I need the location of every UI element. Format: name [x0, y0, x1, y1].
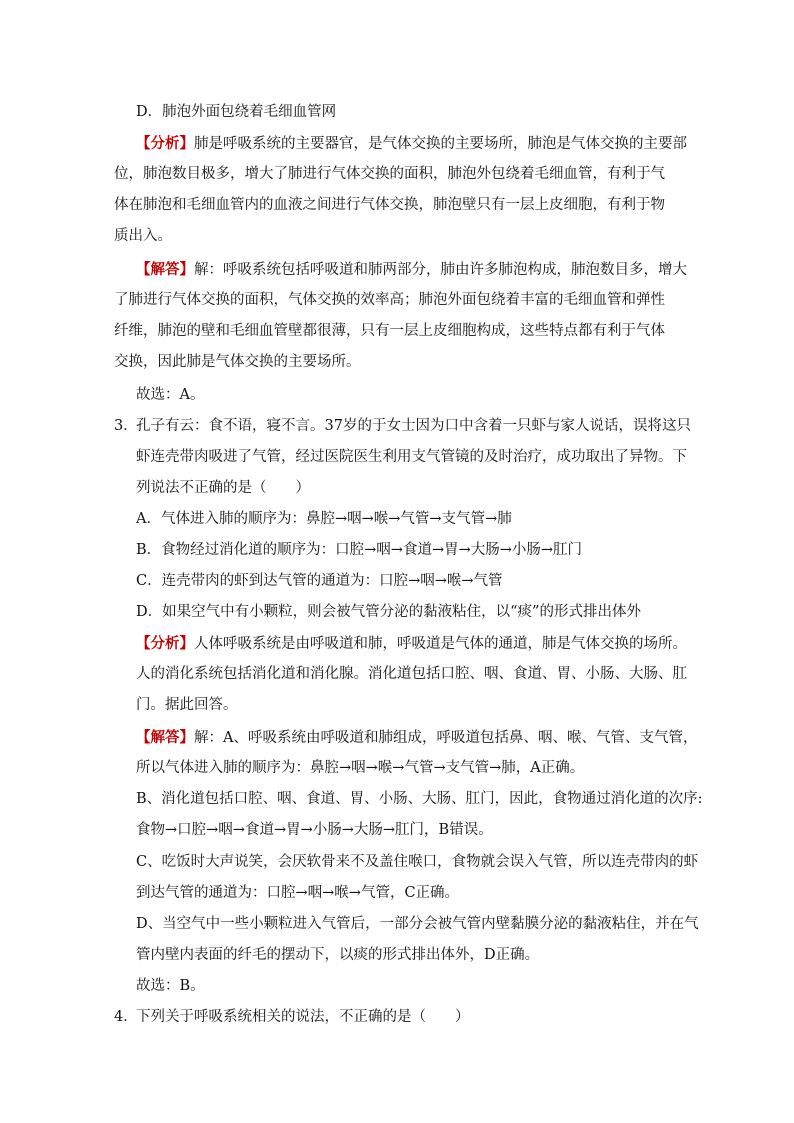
- q3-option-a: A．气体进入肺的顺序为：鼻腔→咽→喉→气管→支气管→肺: [136, 511, 512, 527]
- q2-analysis-line-4: 质出入。: [114, 228, 172, 244]
- q3-option-d: D．如果空气中有小颗粒，则会被气管分泌的黏液粘住，以“痰”的形式排出体外: [136, 604, 641, 620]
- q3-stem-line-2: 虾连壳带肉吸进了气管，经过医院医生利用支气管镜的及时治疗，成功取出了异物。下: [136, 449, 687, 465]
- q3-answer-line-8: 管内壁内表面的纤毛的摆动下，以痰的形式排出体外，D正确。: [136, 947, 540, 963]
- q2-choice: 故选：A。: [136, 387, 205, 403]
- q4-stem: 4．下列关于呼吸系统相关的说法，不正确的是（ ）: [114, 1002, 688, 1033]
- q3-analysis-line-2: 人的消化系统包括消化道和消化腺。消化道包括口腔、咽、食道、胃、小肠、大肠、肛: [136, 666, 687, 682]
- q2-answer-line-1: 【解答】解：呼吸系统包括呼吸道和肺两部分，肺由许多肺泡构成，肺泡数目多，增大: [136, 261, 687, 278]
- q3-answer-line-6: 到达气管的通道为：口腔→咽→喉→气管，C正确。: [136, 885, 460, 901]
- q3-choice: 故选：B。: [136, 978, 205, 994]
- q3-stem-line-1: 3．孔子有云：食不语，寝不言。37岁的于女士因为口中含着一只虾与家人说话，误将这只: [114, 411, 688, 442]
- q3-answer-line-4: 食物→口腔→咽→食道→胃→小肠→大肠→肛门，B错误。: [136, 822, 493, 838]
- q3-analysis-line-3: 门。据此回答。: [136, 697, 238, 713]
- question-number: 4．: [114, 1009, 138, 1025]
- q3-option-c: C．连壳带肉的虾到达气管的通道为：口腔→咽→喉→气管: [136, 573, 503, 589]
- q3-answer-line-3: B、消化道包括口腔、咽、食道、胃、小肠、大肠、肛门，因此，食物通过消化道的次序:: [136, 791, 703, 807]
- q3-answer-line-7: D、当空气中一些小颗粒进入气管后，一部分会被气管内壁黏膜分泌的黏液粘住，并在气: [136, 916, 699, 932]
- q3-stem-line-3: 列说法不正确的是（ ）: [136, 480, 310, 496]
- analysis-tag: 【分析】: [136, 135, 194, 152]
- q2-answer-line-2: 了肺进行气体交换的面积，气体交换的效率高；肺泡外面包绕着丰富的毛细血管和弹性: [114, 292, 665, 308]
- answer-tag: 【解答】: [136, 261, 194, 278]
- q3-option-b: B．食物经过消化道的顺序为：口腔→咽→食道→胃→大肠→小肠→肛门: [136, 542, 583, 558]
- q3-analysis-line-1: 【分析】人体呼吸系统是由呼吸道和肺，呼吸道是气体的通道，肺是气体交换的场所。: [136, 635, 687, 652]
- q3-answer-line-2: 所以气体进入肺的顺序为：鼻腔→咽→喉→气管→支气管→肺，A正确。: [136, 760, 585, 776]
- question-number: 3．: [114, 418, 138, 434]
- q2-answer-line-3: 纤维，肺泡的壁和毛细血管壁都很薄，只有一层上皮细胞构成，这些特点都有利于气体: [114, 323, 665, 339]
- q3-answer-line-1: 【解答】解：A、呼吸系统由呼吸道和肺组成，呼吸道包括鼻、咽、喉、气管、支气管，: [136, 729, 698, 746]
- q2-analysis-line-2: 位，肺泡数目极多，增大了肺进行气体交换的面积，肺泡外包绕着毛细血管，有利于气: [114, 166, 665, 182]
- q2-answer-line-4: 交换，因此肺是气体交换的主要场所。: [114, 354, 361, 370]
- q2-option-d: D．肺泡外面包绕着毛细血管网: [136, 104, 337, 120]
- answer-tag: 【解答】: [136, 729, 194, 746]
- q2-analysis-line-1: 【分析】肺是呼吸系统的主要器官，是气体交换的主要场所，肺泡是气体交换的主要部: [136, 135, 687, 152]
- q3-answer-line-5: C、吃饭时大声说笑，会厌软骨来不及盖住喉口，食物就会误入气管，所以连壳带肉的虾: [136, 854, 699, 870]
- analysis-tag: 【分析】: [136, 635, 194, 652]
- q2-analysis-line-3: 体在肺泡和毛细血管内的血液之间进行气体交换，肺泡壁只有一层上皮细胞，有利于物: [114, 197, 665, 213]
